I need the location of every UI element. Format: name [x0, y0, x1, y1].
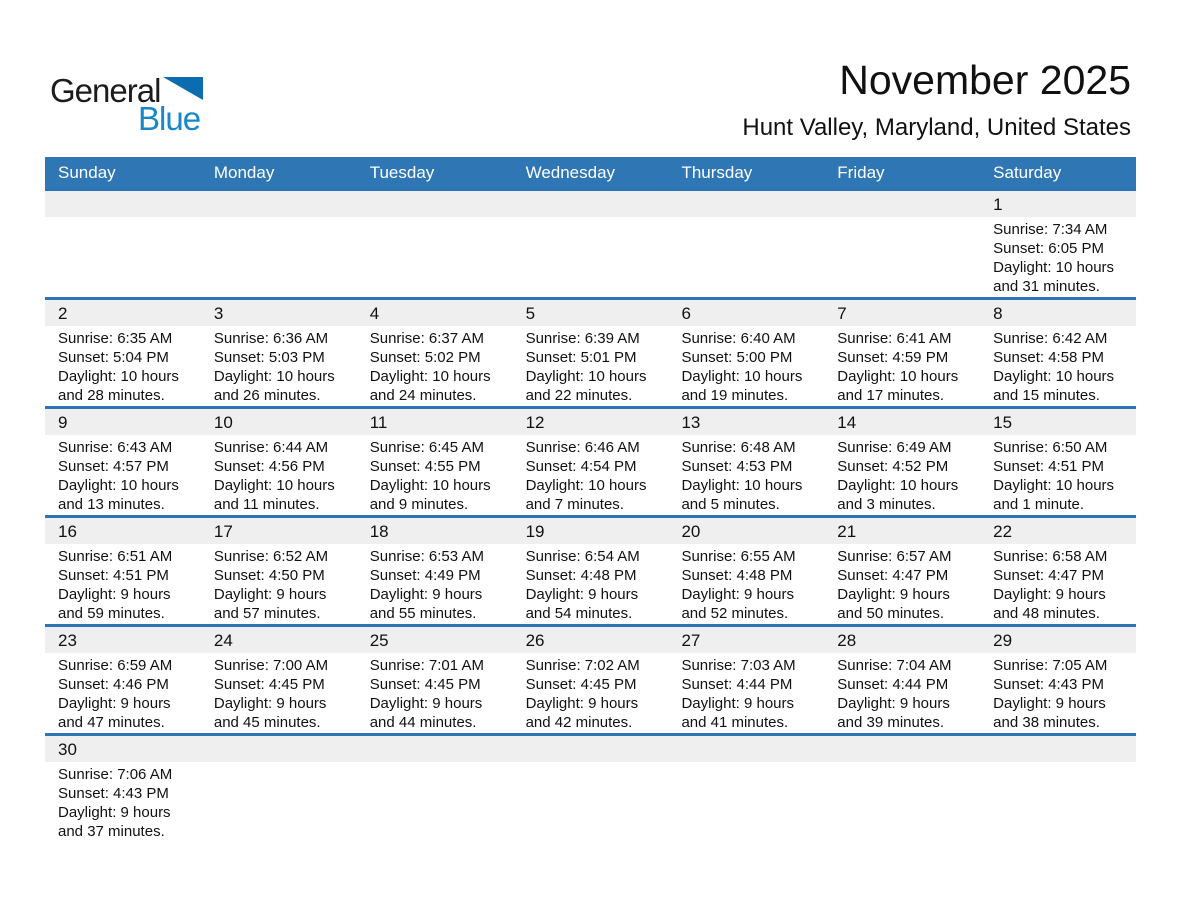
daylight-line-1: Daylight: 9 hours — [681, 695, 794, 712]
daylight-line-2: and 7 minutes. — [525, 496, 624, 513]
daylight-line-2: and 57 minutes. — [213, 605, 321, 622]
logo-blue-text: Blue — [138, 100, 201, 137]
day-details — [824, 653, 980, 733]
sunrise-line: Sunrise: 6:48 AM — [681, 439, 796, 456]
day-details — [980, 762, 1136, 842]
sunrise-line: Sunrise: 7:04 AM — [837, 657, 952, 674]
sunrise-line: Sunrise: 6:37 AM — [369, 330, 484, 347]
day-details — [824, 544, 980, 624]
daylight-line-1: Daylight: 9 hours — [58, 695, 171, 712]
daylight-line-1: Daylight: 9 hours — [837, 695, 950, 712]
sunset-line: Sunset: 5:01 PM — [525, 349, 637, 366]
daylight-line-1: Daylight: 10 hours — [525, 368, 647, 385]
day-number: 16 — [45, 518, 201, 544]
sunset-line: Sunset: 5:04 PM — [58, 349, 169, 366]
day-details — [201, 435, 357, 515]
daylight-line-2: and 9 minutes. — [369, 496, 469, 513]
sunset-line: Sunset: 4:45 PM — [369, 676, 481, 693]
page-subtitle: Hunt Valley, Maryland, United States — [742, 114, 1131, 141]
daylight-line-2: and 54 minutes. — [525, 605, 633, 622]
day-number — [668, 736, 824, 762]
day-cell-3 — [201, 300, 357, 406]
daylight-line-1: Daylight: 10 hours — [681, 477, 803, 494]
day-number: 27 — [668, 627, 824, 653]
day-number: 2 — [45, 300, 201, 326]
sunrise-line: Sunrise: 6:35 AM — [58, 330, 173, 347]
week-row — [45, 406, 1136, 515]
logo-general-text: General — [50, 72, 161, 109]
day-cell-16 — [45, 518, 201, 624]
page-title: November 2025 — [839, 57, 1131, 103]
day-cell-30 — [45, 736, 201, 842]
daylight-line-1: Daylight: 9 hours — [213, 695, 327, 712]
day-cell-27 — [668, 627, 824, 733]
sunset-line: Sunset: 4:43 PM — [58, 785, 169, 802]
daylight-line-2: and 24 minutes. — [369, 387, 477, 404]
day-number: 26 — [513, 627, 669, 653]
day-cell-12 — [513, 409, 669, 515]
sunrise-line: Sunrise: 6:36 AM — [213, 330, 329, 347]
day-number: 7 — [824, 300, 980, 326]
day-cell-11 — [357, 409, 513, 515]
day-cell-4 — [357, 300, 513, 406]
daylight-line-1: Daylight: 10 hours — [837, 477, 959, 494]
day-number — [824, 191, 980, 217]
sunset-line: Sunset: 4:53 PM — [681, 458, 793, 475]
daylight-line-1: Daylight: 9 hours — [58, 804, 171, 821]
day-number: 15 — [980, 409, 1136, 435]
day-number: 8 — [980, 300, 1136, 326]
day-cell-empty — [668, 736, 824, 842]
day-cell-empty — [201, 736, 357, 842]
day-details — [45, 762, 201, 842]
weekday-header-friday: Friday — [837, 162, 885, 182]
week-row — [45, 624, 1136, 733]
day-cell-empty — [980, 736, 1136, 842]
day-details — [980, 544, 1136, 624]
day-number: 3 — [201, 300, 357, 326]
daylight-line-1: Daylight: 9 hours — [681, 586, 794, 603]
day-details — [824, 217, 980, 297]
daylight-line-2: and 26 minutes. — [213, 387, 321, 404]
day-details — [824, 326, 980, 406]
weekday-header-tuesday: Tuesday — [369, 162, 435, 182]
sunset-line: Sunset: 4:55 PM — [369, 458, 481, 475]
day-cell-empty — [357, 736, 513, 842]
sunrise-line: Sunrise: 6:54 AM — [525, 548, 640, 565]
day-cell-7 — [824, 300, 980, 406]
sunset-line: Sunset: 5:03 PM — [213, 349, 325, 366]
daylight-line-2: and 45 minutes. — [213, 714, 321, 731]
day-number — [201, 736, 357, 762]
day-cell-9 — [45, 409, 201, 515]
sunrise-line: Sunrise: 6:50 AM — [993, 439, 1108, 456]
sunrise-line: Sunrise: 6:42 AM — [993, 330, 1108, 347]
day-cell-18 — [357, 518, 513, 624]
day-number: 22 — [980, 518, 1136, 544]
day-details — [980, 653, 1136, 733]
day-details — [513, 544, 669, 624]
day-details — [668, 435, 824, 515]
sunset-line: Sunset: 4:47 PM — [993, 567, 1105, 584]
day-number: 21 — [824, 518, 980, 544]
day-cell-empty — [201, 191, 357, 297]
sunrise-line: Sunrise: 7:02 AM — [525, 657, 640, 674]
daylight-line-2: and 19 minutes. — [681, 387, 789, 404]
sunrise-line: Sunrise: 6:58 AM — [993, 548, 1108, 565]
day-number: 9 — [45, 409, 201, 435]
weekday-header-thursday: Thursday — [681, 162, 753, 182]
daylight-line-2: and 3 minutes. — [837, 496, 936, 513]
sunrise-line: Sunrise: 6:59 AM — [58, 657, 173, 674]
calendar-table — [45, 157, 1136, 842]
daylight-line-2: and 48 minutes. — [993, 605, 1100, 622]
day-number: 28 — [824, 627, 980, 653]
day-details — [668, 544, 824, 624]
day-details — [668, 653, 824, 733]
daylight-line-1: Daylight: 9 hours — [213, 586, 327, 603]
daylight-line-1: Daylight: 10 hours — [993, 259, 1115, 276]
day-cell-8 — [980, 300, 1136, 406]
general-blue-logo — [50, 72, 203, 137]
day-details — [201, 544, 357, 624]
day-details — [45, 326, 201, 406]
sunrise-line: Sunrise: 6:44 AM — [213, 439, 329, 456]
logo-triangle-icon — [160, 74, 203, 100]
sunrise-line: Sunrise: 6:49 AM — [837, 439, 952, 456]
sunrise-line: Sunrise: 6:39 AM — [525, 330, 640, 347]
day-number: 20 — [668, 518, 824, 544]
day-cell-20 — [668, 518, 824, 624]
daylight-line-1: Daylight: 10 hours — [369, 368, 491, 385]
sunrise-line: Sunrise: 7:01 AM — [369, 657, 484, 674]
sunset-line: Sunset: 4:54 PM — [525, 458, 637, 475]
day-number: 1 — [980, 191, 1136, 217]
day-details — [513, 217, 669, 297]
day-number — [980, 736, 1136, 762]
daylight-line-2: and 13 minutes. — [58, 496, 165, 513]
day-number: 4 — [357, 300, 513, 326]
sunset-line: Sunset: 5:02 PM — [369, 349, 481, 366]
sunset-line: Sunset: 4:49 PM — [369, 567, 481, 584]
day-cell-23 — [45, 627, 201, 733]
day-cell-10 — [201, 409, 357, 515]
day-number — [357, 736, 513, 762]
day-details — [357, 326, 513, 406]
day-details — [668, 762, 824, 842]
daylight-line-1: Daylight: 10 hours — [58, 368, 179, 385]
daylight-line-2: and 41 minutes. — [681, 714, 789, 731]
daylight-line-2: and 11 minutes. — [213, 496, 320, 513]
sunset-line: Sunset: 4:51 PM — [993, 458, 1105, 475]
day-cell-21 — [824, 518, 980, 624]
day-details — [980, 435, 1136, 515]
day-cell-empty — [45, 191, 201, 297]
day-number: 5 — [513, 300, 669, 326]
day-cell-5 — [513, 300, 669, 406]
day-details — [357, 544, 513, 624]
day-details — [980, 326, 1136, 406]
day-cell-17 — [201, 518, 357, 624]
day-cell-empty — [824, 736, 980, 842]
day-details — [201, 217, 357, 297]
day-number: 13 — [668, 409, 824, 435]
daylight-line-1: Daylight: 9 hours — [369, 695, 483, 712]
sunset-line: Sunset: 4:44 PM — [681, 676, 793, 693]
day-cell-empty — [513, 736, 669, 842]
sunrise-line: Sunrise: 6:40 AM — [681, 330, 796, 347]
daylight-line-1: Daylight: 10 hours — [213, 477, 335, 494]
daylight-line-2: and 31 minutes. — [993, 278, 1100, 295]
daylight-line-2: and 44 minutes. — [369, 714, 477, 731]
sunset-line: Sunset: 4:50 PM — [213, 567, 325, 584]
daylight-line-1: Daylight: 9 hours — [525, 695, 639, 712]
daylight-line-1: Daylight: 9 hours — [837, 586, 950, 603]
sunrise-line: Sunrise: 6:45 AM — [369, 439, 484, 456]
day-cell-empty — [668, 191, 824, 297]
day-number: 6 — [668, 300, 824, 326]
day-details — [824, 435, 980, 515]
week-row — [45, 297, 1136, 406]
day-details — [357, 435, 513, 515]
day-number — [824, 736, 980, 762]
daylight-line-1: Daylight: 9 hours — [369, 586, 483, 603]
day-details — [201, 762, 357, 842]
day-number: 18 — [357, 518, 513, 544]
week-row — [45, 515, 1136, 624]
day-details — [513, 653, 669, 733]
day-number: 23 — [45, 627, 201, 653]
day-number: 19 — [513, 518, 669, 544]
day-cell-1 — [980, 191, 1136, 297]
daylight-line-2: and 15 minutes. — [993, 387, 1100, 404]
day-cell-2 — [45, 300, 201, 406]
day-details — [668, 326, 824, 406]
sunset-line: Sunset: 6:05 PM — [993, 240, 1105, 257]
day-number: 14 — [824, 409, 980, 435]
daylight-line-1: Daylight: 9 hours — [525, 586, 639, 603]
day-number: 24 — [201, 627, 357, 653]
day-details — [45, 544, 201, 624]
sunset-line: Sunset: 4:43 PM — [993, 676, 1105, 693]
daylight-line-1: Daylight: 10 hours — [525, 477, 647, 494]
daylight-line-2: and 39 minutes. — [837, 714, 945, 731]
day-cell-6 — [668, 300, 824, 406]
daylight-line-1: Daylight: 10 hours — [213, 368, 335, 385]
day-number: 25 — [357, 627, 513, 653]
sunset-line: Sunset: 4:44 PM — [837, 676, 949, 693]
week-row — [45, 188, 1136, 297]
sunset-line: Sunset: 4:52 PM — [837, 458, 949, 475]
day-details — [45, 435, 201, 515]
calendar-grid — [45, 188, 1136, 842]
day-number — [201, 191, 357, 217]
weekday-header-monday: Monday — [213, 162, 275, 182]
day-details — [357, 762, 513, 842]
daylight-line-1: Daylight: 10 hours — [681, 368, 803, 385]
sunset-line: Sunset: 4:45 PM — [525, 676, 637, 693]
day-details — [980, 217, 1136, 297]
day-number: 30 — [45, 736, 201, 762]
daylight-line-2: and 38 minutes. — [993, 714, 1100, 731]
sunrise-line: Sunrise: 7:00 AM — [213, 657, 329, 674]
daylight-line-1: Daylight: 10 hours — [837, 368, 959, 385]
sunrise-line: Sunrise: 6:41 AM — [837, 330, 952, 347]
day-number: 29 — [980, 627, 1136, 653]
daylight-line-2: and 52 minutes. — [681, 605, 789, 622]
day-details — [201, 326, 357, 406]
week-row — [45, 733, 1136, 842]
day-number — [45, 191, 201, 217]
day-cell-empty — [824, 191, 980, 297]
day-details — [824, 762, 980, 842]
daylight-line-1: Daylight: 10 hours — [58, 477, 179, 494]
daylight-line-2: and 22 minutes. — [525, 387, 633, 404]
day-cell-19 — [513, 518, 669, 624]
day-cell-empty — [357, 191, 513, 297]
daylight-line-2: and 55 minutes. — [369, 605, 477, 622]
sunset-line: Sunset: 4:45 PM — [213, 676, 325, 693]
day-details — [513, 435, 669, 515]
day-cell-22 — [980, 518, 1136, 624]
sunrise-line: Sunrise: 6:55 AM — [681, 548, 796, 565]
day-number: 17 — [201, 518, 357, 544]
daylight-line-1: Daylight: 10 hours — [993, 368, 1115, 385]
daylight-line-2: and 47 minutes. — [58, 714, 165, 731]
sunrise-line: Sunrise: 7:34 AM — [993, 221, 1108, 238]
day-number — [357, 191, 513, 217]
daylight-line-2: and 5 minutes. — [681, 496, 780, 513]
weekday-header-row — [45, 157, 1136, 188]
day-cell-14 — [824, 409, 980, 515]
day-cell-13 — [668, 409, 824, 515]
sunset-line: Sunset: 5:00 PM — [681, 349, 793, 366]
daylight-line-2: and 17 minutes. — [837, 387, 945, 404]
sunset-line: Sunset: 4:56 PM — [213, 458, 325, 475]
daylight-line-1: Daylight: 10 hours — [369, 477, 491, 494]
day-details — [357, 653, 513, 733]
sunrise-line: Sunrise: 6:43 AM — [58, 439, 173, 456]
day-details — [513, 326, 669, 406]
day-cell-29 — [980, 627, 1136, 733]
day-details — [45, 217, 201, 297]
day-number: 10 — [201, 409, 357, 435]
sunrise-line: Sunrise: 6:52 AM — [213, 548, 329, 565]
daylight-line-1: Daylight: 9 hours — [993, 586, 1106, 603]
daylight-line-2: and 50 minutes. — [837, 605, 945, 622]
day-details — [45, 653, 201, 733]
day-details — [513, 762, 669, 842]
day-number: 11 — [357, 409, 513, 435]
day-number — [668, 191, 824, 217]
sunset-line: Sunset: 4:59 PM — [837, 349, 949, 366]
daylight-line-1: Daylight: 9 hours — [58, 586, 171, 603]
day-number: 12 — [513, 409, 669, 435]
weekday-header-sunday: Sunday — [58, 162, 116, 182]
day-cell-15 — [980, 409, 1136, 515]
sunrise-line: Sunrise: 6:57 AM — [837, 548, 952, 565]
day-number — [513, 736, 669, 762]
daylight-line-2: and 37 minutes. — [58, 823, 165, 840]
sunset-line: Sunset: 4:57 PM — [58, 458, 169, 475]
day-cell-26 — [513, 627, 669, 733]
sunset-line: Sunset: 4:48 PM — [681, 567, 793, 584]
day-details — [668, 217, 824, 297]
sunrise-line: Sunrise: 7:06 AM — [58, 766, 173, 783]
sunset-line: Sunset: 4:47 PM — [837, 567, 949, 584]
daylight-line-2: and 28 minutes. — [58, 387, 165, 404]
day-cell-25 — [357, 627, 513, 733]
sunset-line: Sunset: 4:48 PM — [525, 567, 637, 584]
daylight-line-2: and 59 minutes. — [58, 605, 165, 622]
weekday-header-wednesday: Wednesday — [525, 162, 616, 182]
day-number — [513, 191, 669, 217]
day-cell-empty — [513, 191, 669, 297]
sunrise-line: Sunrise: 6:46 AM — [525, 439, 640, 456]
sunrise-line: Sunrise: 7:03 AM — [681, 657, 796, 674]
sunset-line: Sunset: 4:51 PM — [58, 567, 169, 584]
daylight-line-2: and 1 minute. — [993, 496, 1085, 513]
daylight-line-1: Daylight: 9 hours — [993, 695, 1106, 712]
sunrise-line: Sunrise: 7:05 AM — [993, 657, 1108, 674]
day-details — [357, 217, 513, 297]
daylight-line-2: and 42 minutes. — [525, 714, 633, 731]
daylight-line-1: Daylight: 10 hours — [993, 477, 1115, 494]
sunrise-line: Sunrise: 6:53 AM — [369, 548, 484, 565]
day-cell-24 — [201, 627, 357, 733]
day-details — [201, 653, 357, 733]
sunset-line: Sunset: 4:46 PM — [58, 676, 169, 693]
sunrise-line: Sunrise: 6:51 AM — [58, 548, 173, 565]
weekday-header-saturday: Saturday — [993, 162, 1062, 182]
sunset-line: Sunset: 4:58 PM — [993, 349, 1105, 366]
day-cell-28 — [824, 627, 980, 733]
